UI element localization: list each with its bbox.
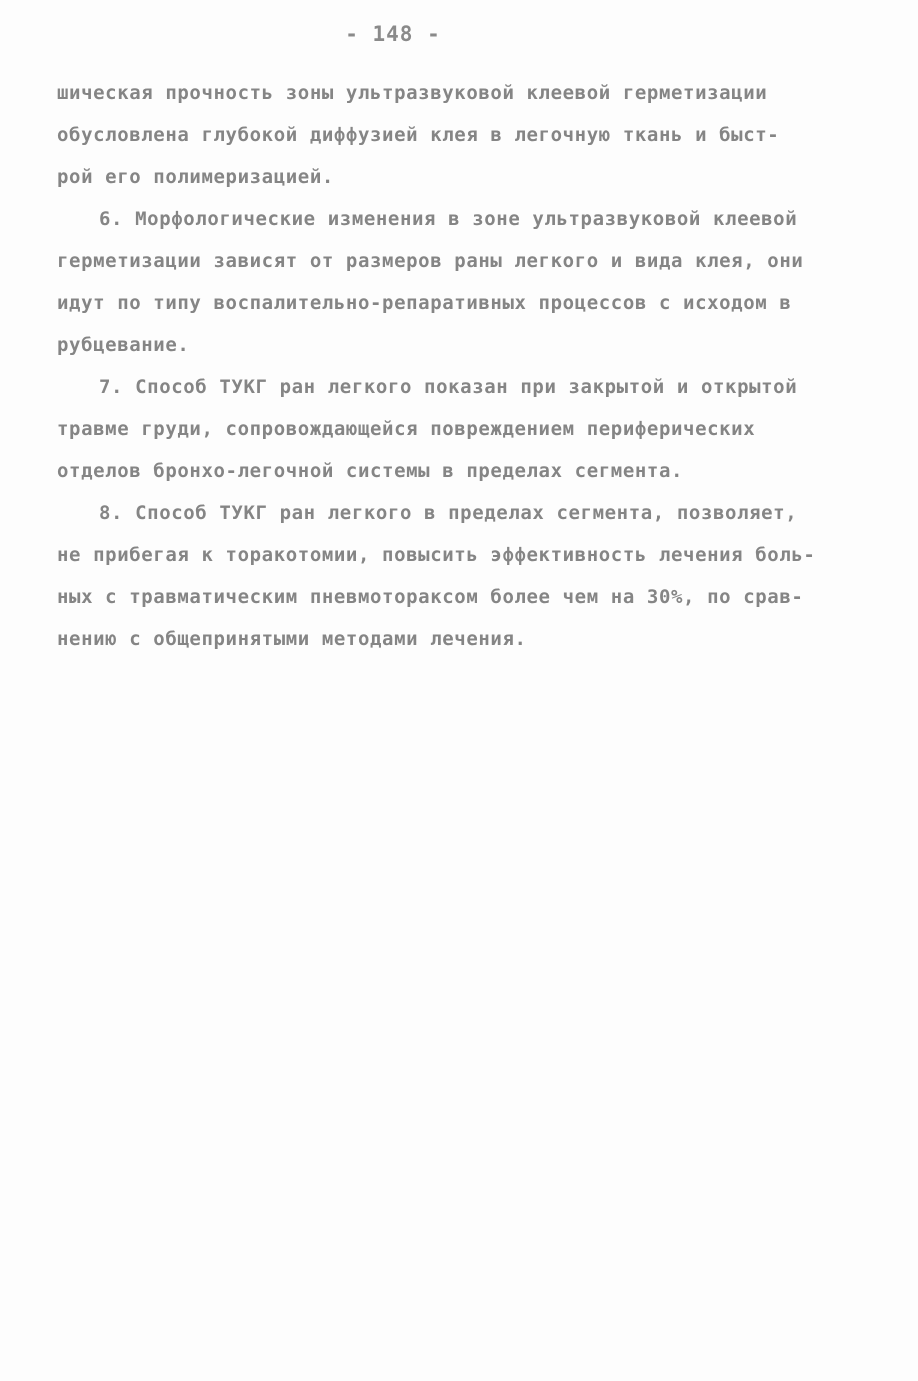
text-line: нению с общепринятыми методами лечения.	[57, 628, 527, 650]
text-line: идут по типу воспалительно-репаративных процессов с исходом в	[57, 292, 792, 314]
text-line: рой его полимеризацией.	[57, 166, 334, 188]
text-line: обусловлена глубокой диффузией клея в легочную ткань и быст-	[57, 124, 780, 146]
text-line: герметизации зависят от размеров раны легкого и вида клея, они	[57, 250, 804, 272]
paragraph-8-first-line: 8. Способ ТУКГ ран легкого в пределах сегмента, позволяет,	[99, 502, 798, 524]
document-body	[57, 72, 865, 660]
text-line: не прибегая к торакотомии, повысить эффективность лечения боль-	[57, 544, 816, 566]
paragraph-7-first-line: 7. Способ ТУКГ ран легкого показан при закрытой и открытой	[99, 376, 798, 398]
text-line: отделов бронхо-легочной системы в пределах сегмента.	[57, 460, 684, 482]
text-line: ных с травматическим пневмотораксом более чем на 30%, по срав-	[57, 586, 804, 608]
text-line: травме груди, сопровождающейся повреждением периферических	[57, 418, 756, 440]
page-number: - 148 -	[345, 22, 441, 46]
text-line: шическая прочность зоны ультразвуковой клеевой герметизации	[57, 82, 768, 104]
text-line: рубцевание.	[57, 334, 190, 356]
paragraph-6-first-line: 6. Морфологические изменения в зоне ультразвуковой клеевой	[99, 208, 798, 230]
